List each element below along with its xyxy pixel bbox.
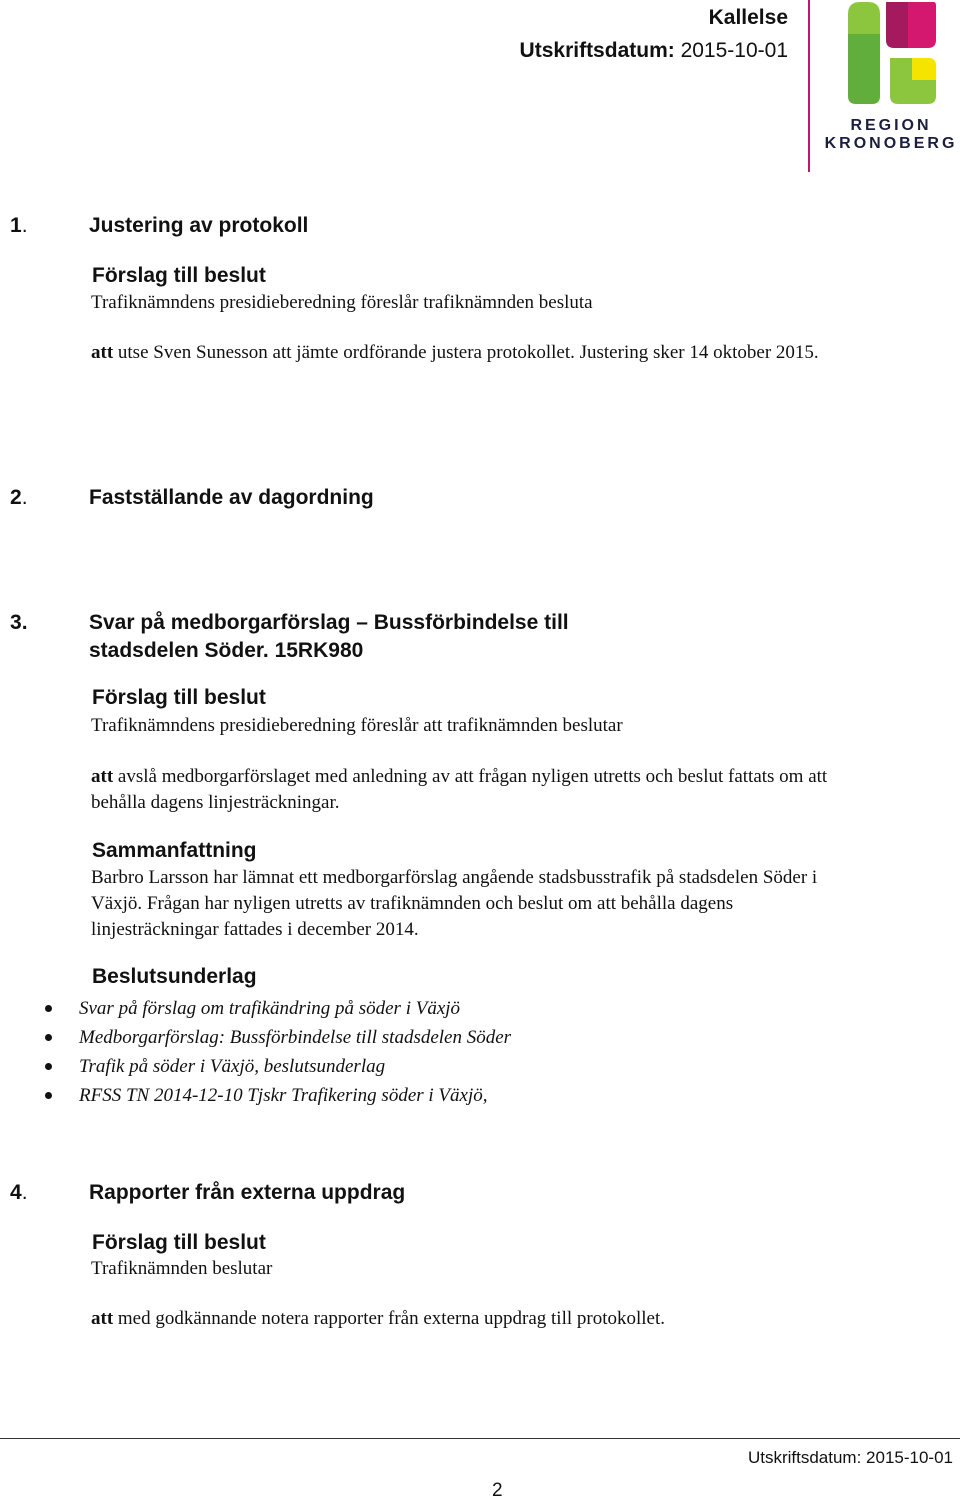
list-item[interactable]: RFSS TN 2014-12-10 Tjskr Trafikering söder i Växjö, (40, 1081, 511, 1110)
bullet-icon (45, 1005, 52, 1012)
att-clause: att med godkännande notera rapporter från externa uppdrag till protokollet. (91, 1308, 666, 1329)
item-title: Fastställande av dagordning (89, 486, 374, 509)
logo-text-kronoberg: KRONOBERG (824, 135, 958, 152)
item-title-continued: stadsdelen Söder. 15RK980 (89, 639, 364, 662)
item-number: 4. (10, 1181, 28, 1204)
list-item[interactable]: Medborgarförslag: Bussförbindelse till stadsdelen Söder (40, 1023, 511, 1052)
footer-divider (0, 1438, 960, 1439)
list-item[interactable]: Svar på förslag om trafikändring på söder i Växjö (40, 994, 511, 1023)
decision-documents-list (40, 994, 511, 1110)
proposal-text: Trafiknämndens presidieberedning föreslår trafiknämnden besluta (91, 292, 593, 313)
proposal-text: Trafiknämnden beslutar (91, 1258, 273, 1279)
document-type-title: Kallelse (708, 6, 788, 29)
logo-text-region: REGION (850, 117, 932, 134)
decision-documents-heading: Beslutsunderlag (92, 965, 257, 988)
item-title: Justering av protokoll (89, 214, 309, 237)
print-date-value: 2015-10-01 (680, 39, 788, 62)
bullet-icon (45, 1092, 52, 1099)
proposal-heading: Förslag till beslut (92, 1231, 266, 1254)
item-number: 2. (10, 486, 28, 509)
list-item[interactable]: Trafik på söder i Växjö, beslutsunderlag (40, 1052, 511, 1081)
print-date-label: Utskriftsdatum: (519, 39, 675, 62)
item-number: 1. (10, 214, 28, 237)
att-clause: att avslå medborgarförslaget med anledning av att frågan nyligen utretts och beslut fattats om att behålla dagens linjesträckningar. (91, 766, 828, 813)
footer-print-date: Utskriftsdatum: 2015-10-01 (747, 1448, 953, 1467)
summary-text: Barbro Larsson har lämnat ett medborgarförslag angående stadsbusstrafik på stadsdelen Söder i Växjö. Frågan har nyligen utretts av trafiknämnden och beslut om att behålla dagens linjesträckningar fattades i december 2014. (91, 867, 818, 940)
print-date (520, 39, 788, 63)
att-clause: att utse Sven Sunesson att jämte ordförande justera protokollet. Justering sker 14 oktober 2015. (91, 342, 819, 363)
case-number: 15RK980 (274, 639, 364, 662)
page-number: 2 (492, 1480, 503, 1501)
item-title: Svar på medborgarförslag – Bussförbindelse till (89, 611, 569, 634)
item-title: Rapporter från externa uppdrag (89, 1181, 406, 1204)
proposal-heading: Förslag till beslut (92, 264, 266, 287)
header-divider (808, 0, 810, 172)
item-number: 3. (10, 611, 28, 634)
proposal-text: Trafiknämndens presidieberedning föreslår att trafiknämnden beslutar (91, 715, 623, 736)
bullet-icon (45, 1063, 52, 1070)
bullet-icon (45, 1034, 52, 1041)
proposal-heading: Förslag till beslut (92, 686, 266, 709)
summary-heading: Sammanfattning (92, 839, 257, 862)
